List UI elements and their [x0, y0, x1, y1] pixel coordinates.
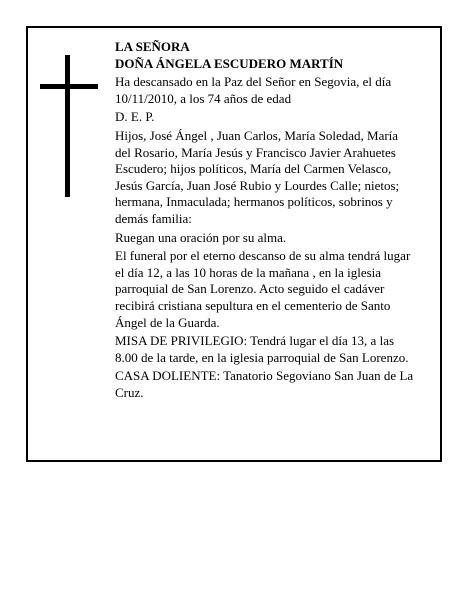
- family-list: Hijos, José Ángel , Juan Carlos, María Soledad, María del Rosario, María Jesús y Francisco Javier Arahuetes Escudero; hijos políticos, María del Carmen Velasco, Jesús García, Juan José Rubio y Lourdes Calle; nietos; hermana, Inmaculada; hermanos políticos, sobrinos y demás familia:: [115, 127, 400, 226]
- death-announcement: Ha descansado en la Paz del Señor en Segovia, el día 10/11/2010, a los 74 años de edad: [115, 74, 392, 106]
- mass-details: MISA DE PRIVILEGIO: Tendrá lugar el día 13, a las 8.00 de la tarde, en la iglesia parroquial de San Lorenzo.: [115, 333, 409, 365]
- notice-title: LA SEÑORA: [115, 39, 190, 54]
- funeral-details: El funeral por el eterno descanso de su alma tendrá lugar el día 12, a las 10 horas de la mañana , en la iglesia parroquial de San Lorenzo. Acto seguido el cadáver recibirá cristiana sepultura en el cementerio de Santo Ángel de la Guarda.: [115, 248, 411, 330]
- cross-vertical-bar: [65, 55, 70, 197]
- deceased-name: DOÑA ÁNGELA ESCUDERO MARTÍN: [115, 55, 344, 71]
- obituary-text: [115, 39, 415, 403]
- house-details: CASA DOLIENTE: Tanatorio Segoviano San Juan de La Cruz.: [115, 368, 414, 400]
- cross-horizontal-bar: [40, 84, 98, 89]
- prayer-request: Ruegan una oración por su alma.: [115, 229, 287, 245]
- cross-icon: [40, 55, 98, 197]
- dep-line: D. E. P.: [115, 109, 155, 125]
